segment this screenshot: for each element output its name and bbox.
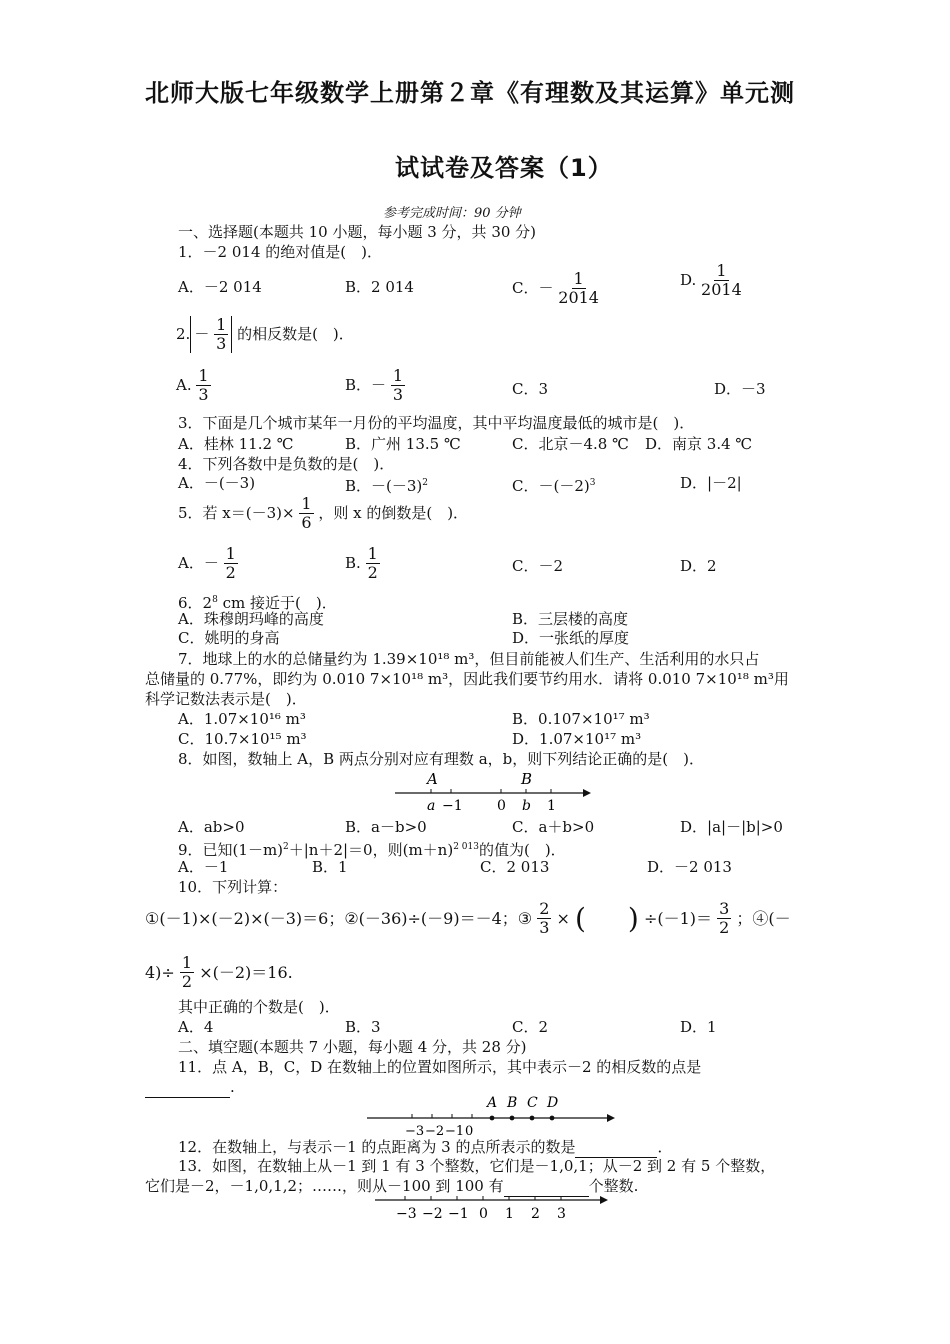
q11-point-label: A <box>487 1095 498 1111</box>
q3-option-c: C．北京－4.8 ℃ <box>512 435 629 453</box>
q11-tick-label: −2 <box>425 1124 445 1138</box>
q7-option-a: A．1.07×10¹⁶ m³ <box>178 710 306 728</box>
q8-number-line-figure <box>390 768 595 818</box>
q8-tick-0: 0 <box>497 798 506 814</box>
q13-line2: 它们是－2，－1,0,1,2；……，则从－100 到 100 有 个整数. <box>145 1177 639 1195</box>
q9-option-d: D．－2 013 <box>647 858 732 876</box>
q11-number-line-figure <box>362 1093 622 1138</box>
q2-option-b: B．－ $\frac{1}{3}$ <box>345 366 403 404</box>
q2-option-c: C．3 <box>512 380 549 398</box>
title-line1: 北师大版七年级数学上册第２章《有理数及其运算》单元测 <box>145 79 795 107</box>
q2-option-d: D．－3 <box>714 380 766 398</box>
section-2-header: 二、填空题(本题共 7 小题，每小题 4 分，共 28 分) <box>178 1038 527 1056</box>
q5-option-b: B. $\frac{1}{2}$ <box>345 544 378 582</box>
q3-option-b: B．广州 13.5 ℃ <box>345 435 461 453</box>
q11-point-B <box>510 1116 515 1121</box>
q4-option-c: C．$-(-2)^3$ <box>512 477 596 495</box>
q8-label-b: b <box>522 798 531 814</box>
arrow-right-icon <box>607 1114 615 1122</box>
q12-stem: 12．在数轴上，与表示－1 的点距离为 3 的点所表示的数是 ． <box>178 1138 673 1156</box>
q5-option-a: A．－ $\frac{1}{2}$ <box>178 544 236 582</box>
q10-expressions-line1: ①(－1)×(－2)×(－3)＝6；②(－36)÷(－9)＝－4；③ $\frac{2}{3}$ × ( ) ÷(－1)＝ $\frac{3}{2}$ ；④(－ <box>145 899 791 937</box>
q11-tick-label: −1 <box>445 1124 465 1138</box>
q10-option-b: B．3 <box>345 1018 381 1036</box>
q13-tick-label: −2 <box>422 1206 443 1222</box>
q8-label-B: B <box>521 770 533 788</box>
q8-label-a: a <box>427 798 436 814</box>
q13-line1: 13．如图，在数轴上从－1 到 1 有 3 个整数，它们是－1,0,1；从－2 到 2 有 5 个整数， <box>178 1157 776 1175</box>
q8-label-A: A <box>427 770 438 788</box>
q13-tick-label: 2 <box>531 1206 540 1222</box>
q5-option-c: C．－2 <box>512 557 564 575</box>
q7-option-b: B．0.107×10¹⁷ m³ <box>512 710 650 728</box>
q6-stem: 6．$2^8$ cm 接近于( )． <box>178 594 337 612</box>
q9-option-b: B．1 <box>312 858 348 876</box>
q8-option-d: D．|a|－|b|>0 <box>680 818 783 836</box>
q11-point-label: C <box>527 1095 538 1111</box>
q2-option-a: A. $\frac{1}{3}$ <box>176 366 209 404</box>
q8-stem: 8．如图，数轴上 A，B 两点分别对应有理数 a，b，则下列结论正确的是( )． <box>178 750 704 768</box>
q7-line1: 7．地球上的水的总储量约为 1.39×10¹⁸ m³，但目前能被人们生产、生活利用的水只占 <box>178 650 760 668</box>
q8-tick-minus1: −1 <box>442 798 463 814</box>
q7-line3: 科学记数法表示是( )． <box>145 690 307 708</box>
q7-line2: 总储量的 0.77%，即约为 0.010 7×10¹⁸ m³，因此我们要节约用水．请将 0.010 7×10¹⁸ m³用 <box>145 670 789 688</box>
q11-stem: 11．点 A，B，C，D 在数轴上的位置如图所示，其中表示－2 的相反数的点是 <box>178 1058 702 1076</box>
q11-tick-label: −3 <box>405 1124 425 1138</box>
q11-point-label: B <box>507 1095 518 1111</box>
arrow-right-icon <box>583 789 591 797</box>
q4-stem: 4．下列各数中是负数的是( )． <box>178 455 395 473</box>
q6-option-c: C．姚明的身高 <box>178 629 280 647</box>
q10-option-d: D．1 <box>680 1018 717 1036</box>
q4-option-a: A．－(－3) <box>178 474 256 492</box>
q6-option-d: D．一张纸的厚度 <box>512 629 630 647</box>
q1-stem: 1．－2 014 的绝对值是( )． <box>178 243 382 261</box>
q10-option-a: A．4 <box>178 1018 214 1036</box>
arrow-right-icon <box>600 1196 608 1204</box>
q1-option-b: B．2 014 <box>345 278 414 296</box>
q2-stem: 2. － $\frac{1}{3}$ 的相反数是( )． <box>176 315 354 353</box>
q1-option-c: C．－ $\frac{1}{2014}$ <box>512 269 599 307</box>
q1-option-d: D. $\frac{1}{2014}$ <box>680 261 742 299</box>
q7-option-c: C．10.7×10¹⁵ m³ <box>178 730 307 748</box>
q11-answer-line: . <box>145 1078 235 1098</box>
q8-tick-1: 1 <box>547 798 556 814</box>
q11-point-C <box>530 1116 535 1121</box>
q5-stem: 5．若 x＝(－3)× $\frac{1}{6}$ ，则 x 的倒数是( )． <box>178 494 469 532</box>
q13-tick-label: −1 <box>448 1206 469 1222</box>
q5-option-d: D．2 <box>680 557 717 575</box>
q9-option-c: C．2 013 <box>480 858 550 876</box>
title-line2: 试试卷及答案（1） <box>395 154 613 182</box>
q8-option-c: C．a＋b>0 <box>512 818 595 836</box>
q12-answer-blank[interactable] <box>575 1138 657 1158</box>
section-1-header: 一、选择题(本题共 10 小题，每小题 3 分，共 30 分) <box>178 223 537 241</box>
q9-stem: 9．已知$(1-m)^2+|n+2|=0$，则$(m+n)^{2 013}$的值为( )． <box>178 841 566 859</box>
q13-tick-label: 3 <box>557 1206 566 1222</box>
q10-expressions-line2: 4)÷ $\frac{1}{2}$ ×(－2)＝16. <box>145 953 293 991</box>
q11-answer-blank[interactable] <box>145 1078 230 1098</box>
q6-option-b: B．三层楼的高度 <box>512 610 629 628</box>
q13-number-line-figure <box>370 1190 615 1225</box>
q3-option-a: A．桂林 11.2 ℃ <box>178 435 294 453</box>
q3-stem: 3．下面是几个城市某年一月份的平均温度，其中平均温度最低的城市是( )． <box>178 414 695 432</box>
q3-option-d: D．南京 3.4 ℃ <box>645 435 753 453</box>
q10-option-c: C．2 <box>512 1018 549 1036</box>
q8-option-a: A．ab>0 <box>178 818 245 836</box>
q10-stem: 10．下列计算： <box>178 878 288 896</box>
q11-point-D <box>550 1116 555 1121</box>
q13-tick-label: 0 <box>479 1206 488 1222</box>
empty-parentheses: ( ) <box>575 902 639 935</box>
ref-time: 参考完成时间：90 分钟 <box>383 206 521 221</box>
q10-ask: 其中正确的个数是( )． <box>178 998 340 1016</box>
q13-tick-label: 1 <box>505 1206 514 1222</box>
q6-option-a: A．珠穆朗玛峰的高度 <box>178 610 324 628</box>
q1-option-a: A．－2 014 <box>178 278 262 296</box>
q4-option-d: D．|－2| <box>680 474 742 492</box>
q11-tick-label: 0 <box>465 1124 474 1138</box>
q4-option-b: B．$-(-3)^2$ <box>345 477 429 495</box>
q11-point-A <box>490 1116 495 1121</box>
q13-tick-label: −3 <box>396 1206 417 1222</box>
q11-point-label: D <box>547 1095 559 1111</box>
q9-option-a: A．－1 <box>178 858 229 876</box>
q8-option-b: B．a－b>0 <box>345 818 427 836</box>
q7-option-d: D．1.07×10¹⁷ m³ <box>512 730 642 748</box>
